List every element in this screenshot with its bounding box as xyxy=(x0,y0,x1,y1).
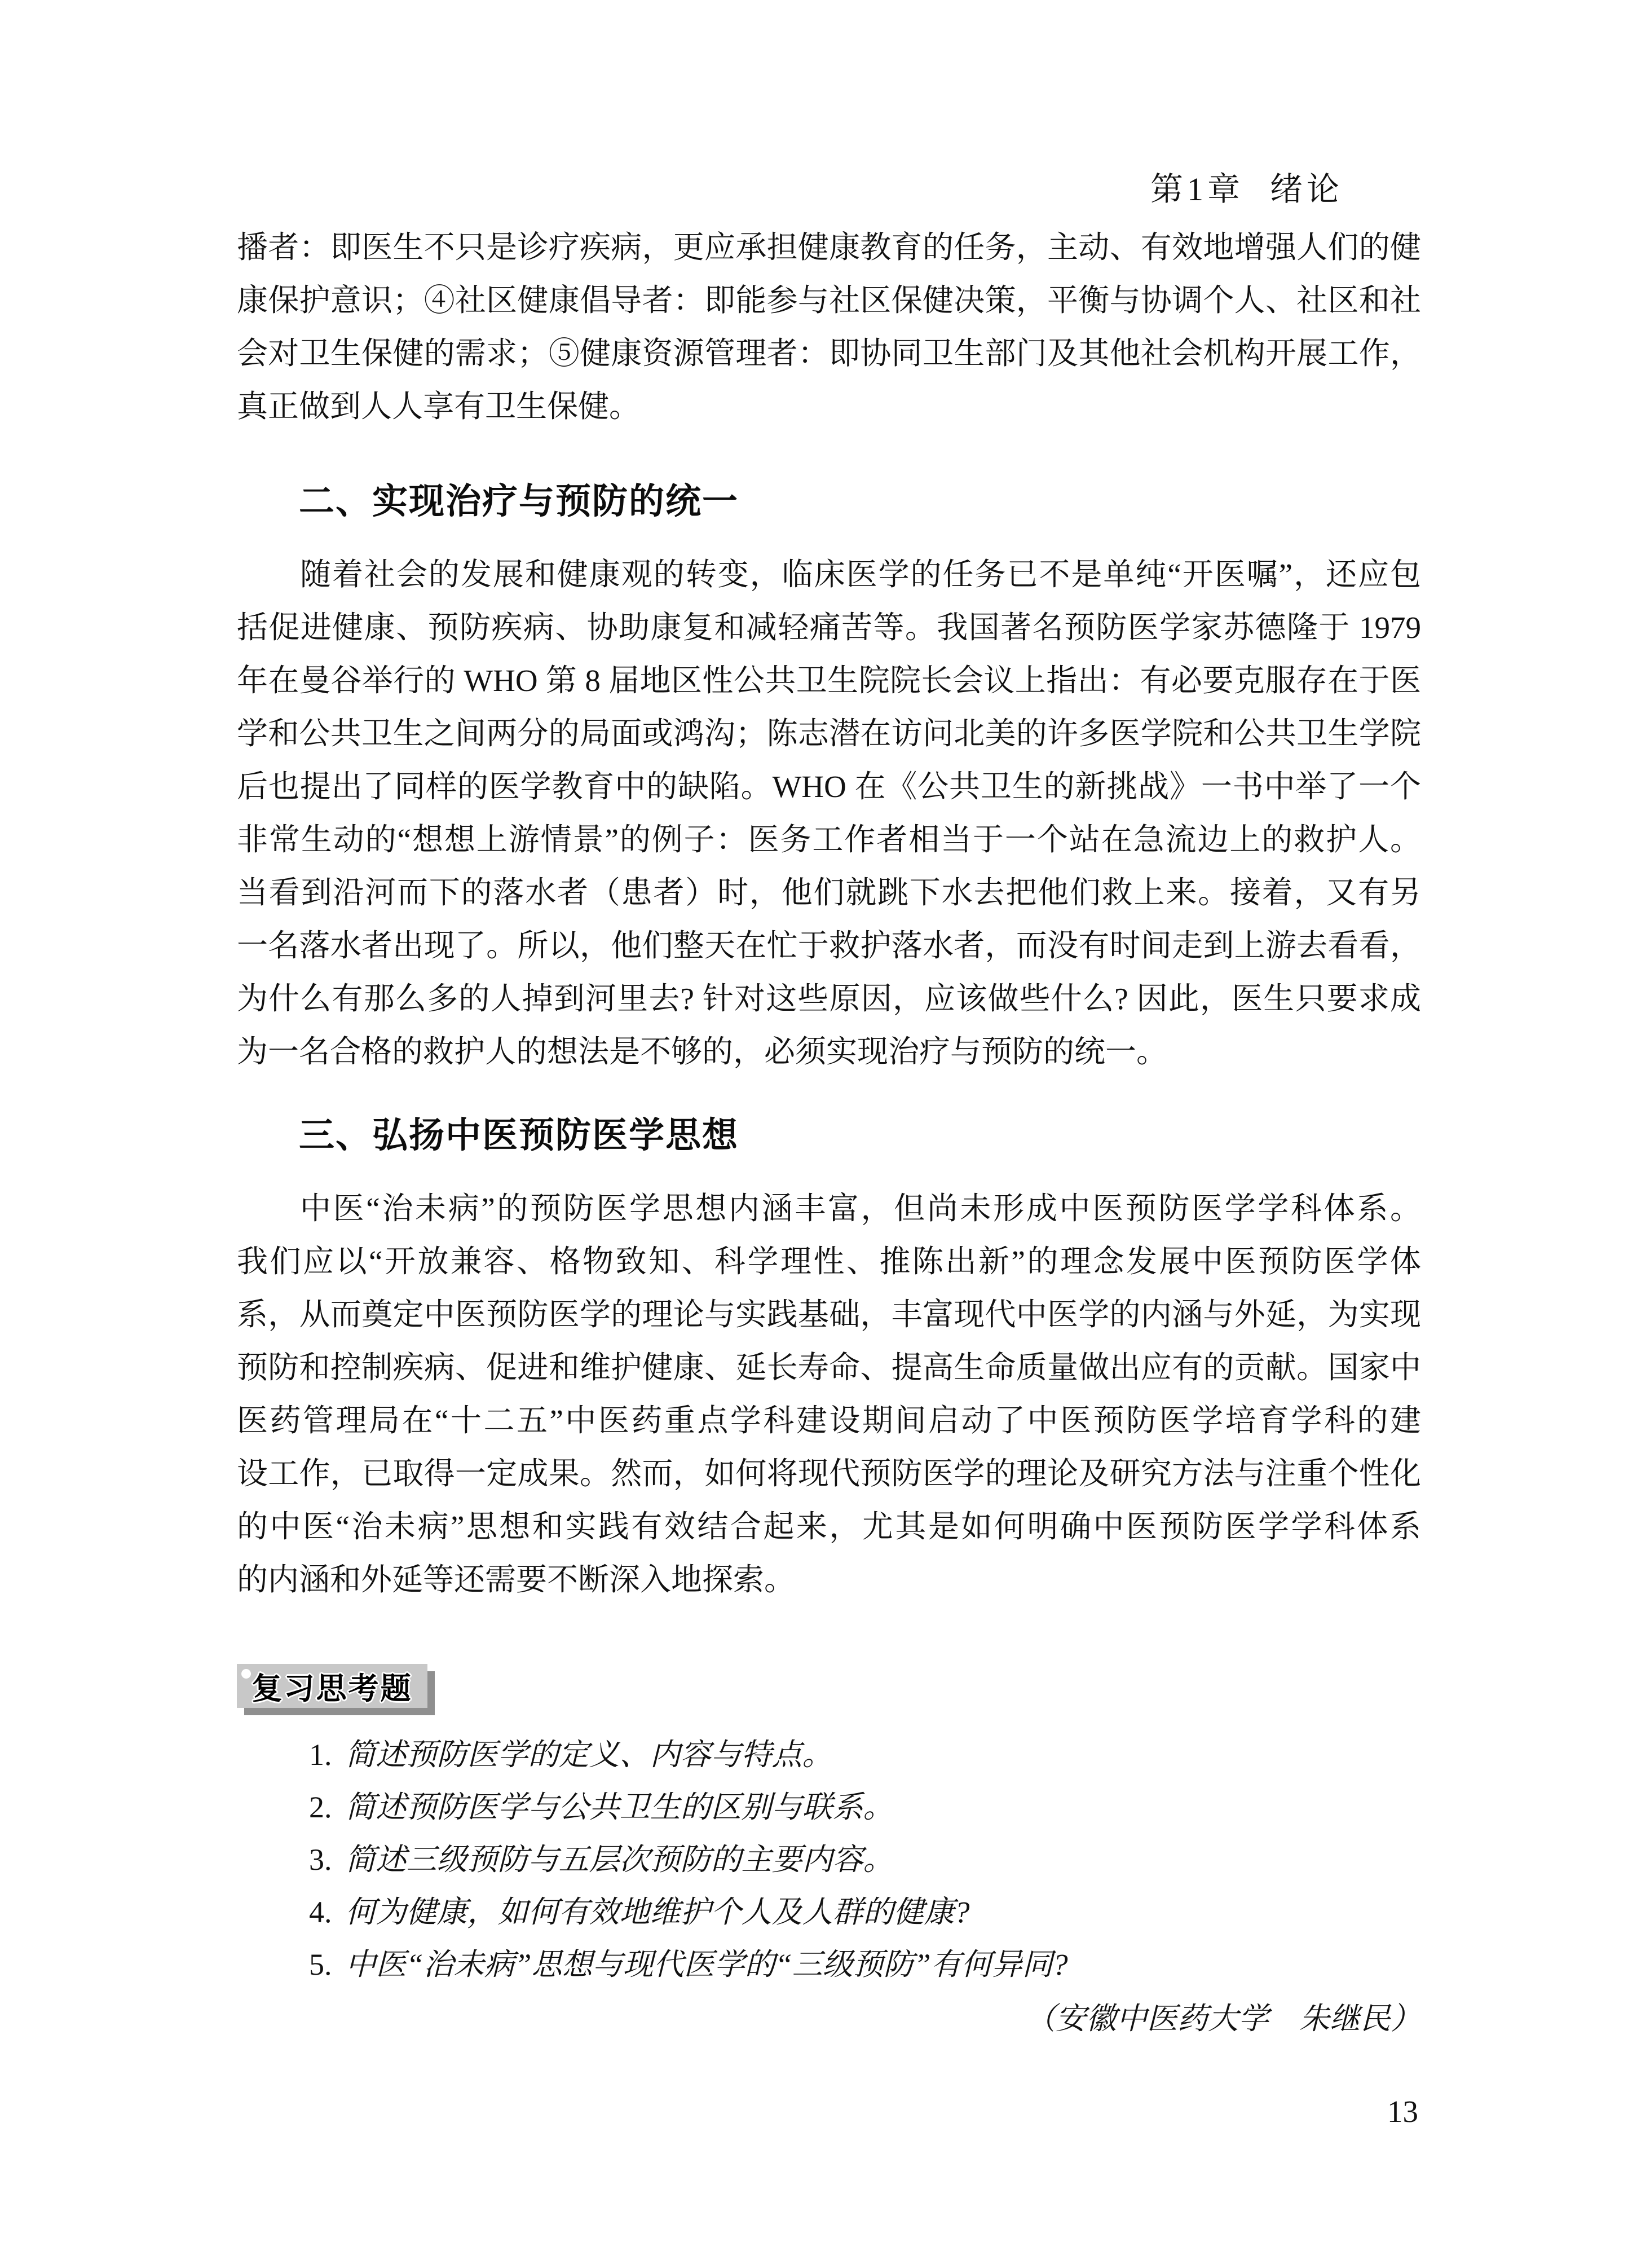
text-line: 随着社会的发展和健康观的转变，临床医学的任务已不是单纯“开医嘱”，还应包 xyxy=(300,557,1421,592)
question-item xyxy=(237,1939,1421,1991)
text-line: 设工作，已取得一定成果。然而，如何将现代预防医学的理论及研究方法与注重个性化 xyxy=(237,1456,1421,1491)
paragraph-treatment-prevention xyxy=(237,548,1421,1078)
text-line: 系，从而奠定中医预防医学的理论与实践基础，丰富现代中医学的内涵与外延，为实现 xyxy=(237,1297,1421,1332)
text-line: 中医“治未病”的预防医学思想内涵丰富，但尚未形成中医预防医学学科体系。 xyxy=(300,1191,1421,1226)
review-questions-label: 复习思考题 xyxy=(252,1671,413,1706)
text-line: 我们应以“开放兼容、格物致知、科学理性、推陈出新”的理念发展中医预防医学体 xyxy=(237,1244,1421,1279)
section-heading-2: 二、实现治疗与预防的统一 xyxy=(299,482,739,521)
question-text: 简述预防医学的定义、内容与特点。 xyxy=(345,1738,833,1772)
section-heading-3: 三、弘扬中医预防医学思想 xyxy=(299,1116,739,1155)
paragraph-continuation xyxy=(237,221,1421,433)
text-line: 为一名合格的救护人的想法是不够的，必须实现治疗与预防的统一。 xyxy=(237,1034,1168,1069)
question-item xyxy=(237,1781,1421,1834)
running-header xyxy=(1150,162,1343,210)
text-line: 真正做到人人享有卫生保健。 xyxy=(237,389,641,424)
text-line: 一名落水者出现了。所以，他们整天在忙于救护落水者，而没有时间走到上游去看看， xyxy=(237,928,1421,963)
paragraph-tcm-prevention xyxy=(237,1182,1421,1606)
question-number: 3. xyxy=(309,1843,332,1877)
author-attribution: （安徽中医药大学 朱继民） xyxy=(1025,2002,1421,2036)
question-number: 2. xyxy=(309,1790,332,1824)
question-item xyxy=(237,1729,1421,1781)
page-number: 13 xyxy=(1387,2094,1418,2129)
review-questions-box xyxy=(237,1664,427,1708)
text-line: 的中医“治未病”思想和实践有效结合起来，尤其是如何明确中医预防医学学科体系 xyxy=(237,1509,1421,1544)
review-questions-list xyxy=(237,1729,1421,1991)
text-line: 括促进健康、预防疾病、协助康复和减轻痛苦等。我国著名预防医学家苏德隆于 1979 xyxy=(237,610,1421,645)
text-line: 播者：即医生不只是诊疗疾病，更应承担健康教育的任务，主动、有效地增强人们的健 xyxy=(237,230,1421,265)
text-line: 的内涵和外延等还需要不断深入地探索。 xyxy=(237,1562,796,1597)
text-line: 康保护意识；④社区健康倡导者：即能参与社区保健决策，平衡与协调个人、社区和社 xyxy=(237,283,1421,318)
question-text: 简述预防医学与公共卫生的区别与联系。 xyxy=(345,1790,894,1824)
question-item xyxy=(237,1886,1421,1939)
text-line: 会对卫生保健的需求；⑤健康资源管理者：即协同卫生部门及其他社会机构开展工作， xyxy=(237,336,1421,371)
text-line: 预防和控制疾病、促进和维护健康、延长寿命、提高生命质量做出应有的贡献。国家中 xyxy=(237,1350,1421,1385)
question-text: 简述三级预防与五层次预防的主要内容。 xyxy=(345,1843,894,1877)
question-item xyxy=(237,1834,1421,1886)
text-line: 当看到沿河而下的落水者（患者）时，他们就跳下水去把他们救上来。接着，又有另 xyxy=(237,875,1421,910)
chapter-title: 绪论 xyxy=(1269,171,1343,208)
text-line: 学和公共卫生之间两分的局面或鸿沟；陈志潜在访问北美的许多医学院和公共卫生学院 xyxy=(237,716,1421,751)
text-line: 非常生动的“想想上游情景”的例子：医务工作者相当于一个站在急流边上的救护人。 xyxy=(237,822,1421,857)
question-number: 1. xyxy=(309,1738,332,1772)
text-line: 为什么有那么多的人掉到河里去? 针对这些原因，应该做些什么? 因此，医生只要求成 xyxy=(237,981,1421,1016)
question-number: 5. xyxy=(309,1948,332,1981)
question-text: 何为健康，如何有效地维护个人及人群的健康? xyxy=(345,1895,970,1929)
text-line: 后也提出了同样的医学教育中的缺陷。WHO 在《公共卫生的新挑战》一书中举了一个 xyxy=(237,769,1421,804)
text-line: 医药管理局在“十二五”中医药重点学科建设期间启动了中医预防医学培育学科的建 xyxy=(237,1403,1421,1438)
question-number: 4. xyxy=(309,1895,332,1929)
chapter-label: 第1章 xyxy=(1150,171,1244,208)
text-line: 年在曼谷举行的 WHO 第 8 届地区性公共卫生院院长会议上指出：有必要克服存在于医 xyxy=(237,663,1421,698)
question-text: 中医“治未病”思想与现代医学的“三级预防”有何异同? xyxy=(345,1948,1068,1981)
